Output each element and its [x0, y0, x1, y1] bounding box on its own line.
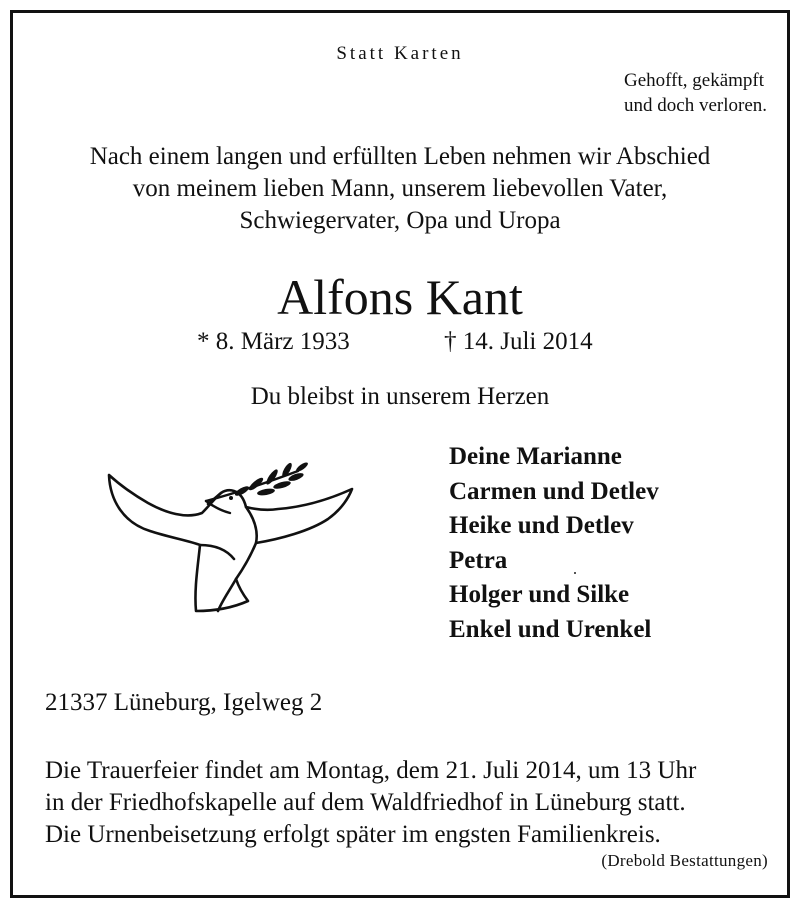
- motto-line-2: und doch verloren.: [624, 95, 767, 116]
- motto-line-1: Gehofft, gekämpft: [624, 70, 765, 91]
- family-address: 21337 Lüneburg, Igelweg 2: [45, 689, 323, 716]
- intro-text: [13, 141, 787, 237]
- motto: [624, 68, 767, 118]
- mourners-list: [449, 440, 659, 647]
- intro-line-3: Schwiegervater, Opa und Uropa: [239, 207, 561, 234]
- obituary-notice: [10, 10, 790, 898]
- birth-date: * 8. März 1933: [197, 328, 350, 355]
- deceased-name: Alfons Kant: [277, 269, 523, 325]
- statt-karten-heading: Statt Karten: [336, 43, 464, 64]
- farewell-line: Du bleibst in unserem Herzen: [250, 383, 550, 410]
- mourner-entry: Holger und Silke: [449, 581, 630, 608]
- intro-line-1: Nach einem langen und erfüllten Leben nehmen wir Abschied: [89, 143, 711, 170]
- print-speck: [574, 572, 576, 574]
- funeral-line-1: Die Trauerfeier findet am Montag, dem 21. Juli 2014, um 13 Uhr: [45, 757, 697, 784]
- funeral-details: [45, 755, 696, 851]
- mourner-entry: Deine Marianne: [449, 443, 622, 470]
- funeral-line-3: Die Urnenbeisetzung erfolgt später im engsten Familienkreis.: [45, 821, 661, 848]
- undertaker-credit: (Drebold Bestattungen): [601, 851, 768, 870]
- mourner-entry: Heike und Detlev: [449, 512, 634, 539]
- mourner-entry: Carmen und Detlev: [449, 477, 659, 505]
- death-date: † 14. Juli 2014: [444, 328, 593, 355]
- mourner-entry: Enkel und Urenkel: [449, 615, 652, 643]
- dove-with-olive-branch-icon: [106, 461, 356, 619]
- mourner-entry: Petra: [449, 546, 508, 574]
- intro-line-2: von meinem lieben Mann, unserem liebevollen Vater,: [132, 175, 668, 202]
- funeral-line-2: in der Friedhofskapelle auf dem Waldfriedhof in Lüneburg statt.: [45, 789, 686, 816]
